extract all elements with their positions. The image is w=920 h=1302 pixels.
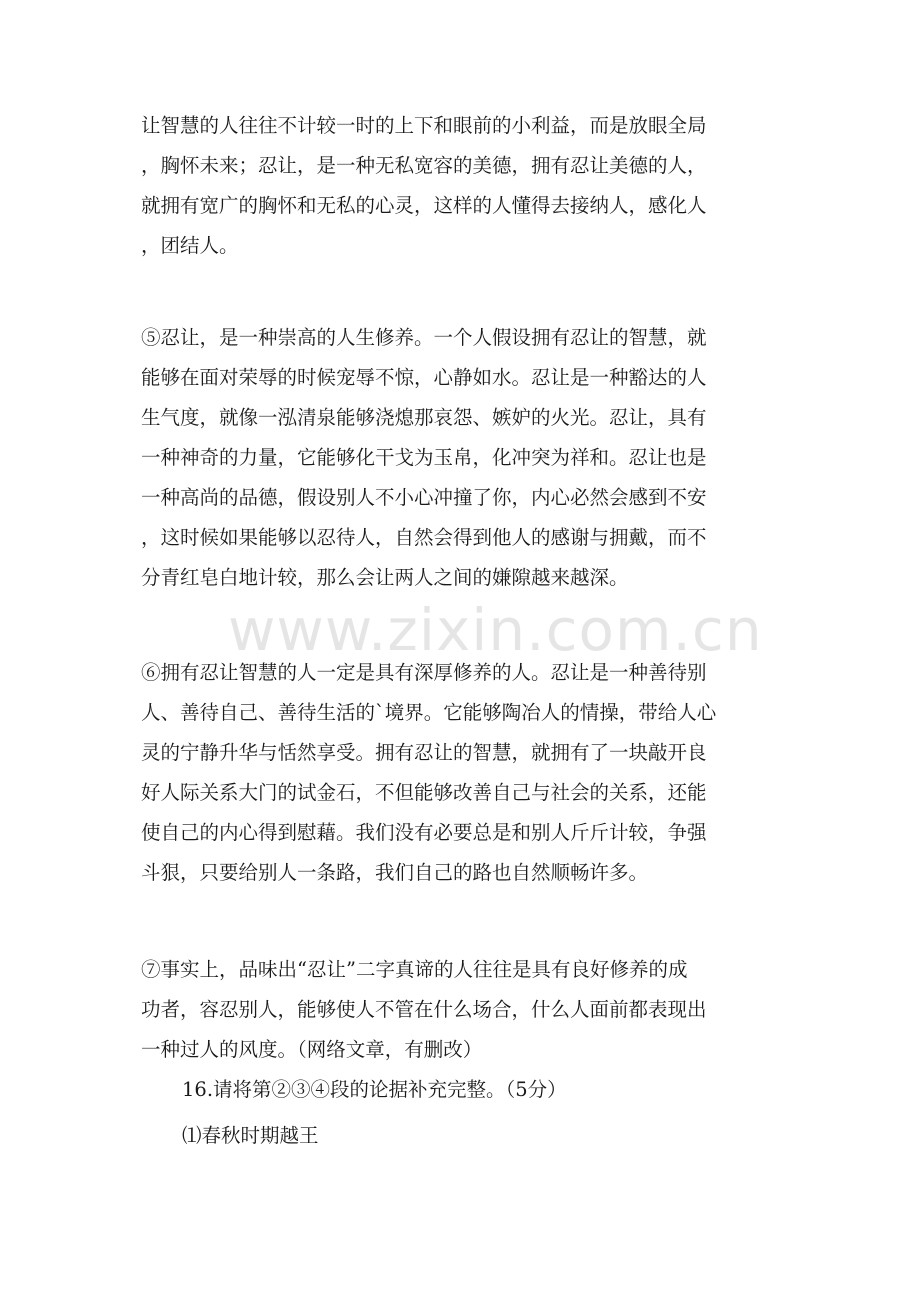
paragraph-6 xyxy=(141,653,781,893)
text-line: 就拥有宽广的胸怀和无私的心灵，这样的人懂得去接纳人，感化人 xyxy=(141,194,707,217)
text-line: ⑥拥有忍让智慧的人一定是具有深厚修养的人。忍让是一种善待别 xyxy=(141,661,707,684)
text-line: 一种高尚的品德，假设别人不小心冲撞了你，内心必然会感到不安 xyxy=(141,486,707,509)
text-line: ⑦事实上，品味出“忍让”二字真谛的人往往是具有良好修养的成 xyxy=(141,958,688,981)
text-line: 使自己的内心得到慰藉。我们没有必要总是和别人斤斤计较，争强 xyxy=(141,821,707,844)
text-line: 斗狠，只要给别人一条路，我们自己的路也自然顺畅许多。 xyxy=(141,861,649,884)
text-line: 生气度，就像一泓清泉能够浇熄那哀怨、嫉妒的火光。忍让，具有 xyxy=(141,406,707,429)
text-line: 一种过人的风度。（网络文章，有删改） xyxy=(141,1038,483,1061)
paragraph-7 xyxy=(141,950,781,1070)
text-line: ⑤忍让，是一种崇高的人生修养。一个人假设拥有忍让的智慧，就 xyxy=(141,326,707,349)
watermark: www.zixin.com.cn xyxy=(228,596,763,664)
text-line: 一种神奇的力量，它能够化干戈为玉帛，化冲突为祥和。忍让也是 xyxy=(141,446,707,469)
text-line: 让智慧的人往往不计较一时的上下和眼前的小利益，而是放眼全局 xyxy=(141,114,707,137)
paragraph-4-continued xyxy=(141,106,781,266)
text-line: 好人际关系大门的试金石，不但能够改善自己与社会的关系，还能 xyxy=(141,781,707,804)
question-16: 16.请将第②③④段的论据补充完整。（5分） xyxy=(182,1078,567,1101)
question-16-item-1: ⑴春秋时期越王 xyxy=(182,1124,319,1147)
text-line: ，胸怀未来；忍让，是一种无私宽容的美德，拥有忍让美德的人， xyxy=(141,154,707,177)
paragraph-5 xyxy=(141,318,781,598)
text-line: 能够在面对荣辱的时候宠辱不惊，心静如水。忍让是一种豁达的人 xyxy=(141,366,707,389)
text-line: ，这时候如果能够以忍待人，自然会得到他人的感谢与拥戴，而不 xyxy=(141,526,707,549)
text-line: 灵的宁静升华与恬然享受。拥有忍让的智慧，就拥有了一块敲开良 xyxy=(141,741,707,764)
text-line: 人、善待自己、善待生活的`境界。它能够陶冶人的情操，带给人心 xyxy=(141,701,717,724)
text-line: 分青红皂白地计较，那么会让两人之间的嫌隙越来越深。 xyxy=(141,566,629,589)
text-line: 功者，容忍别人，能够使人不管在什么场合，什么人面前都表现出 xyxy=(141,998,707,1021)
text-line: ，团结人。 xyxy=(141,234,239,257)
